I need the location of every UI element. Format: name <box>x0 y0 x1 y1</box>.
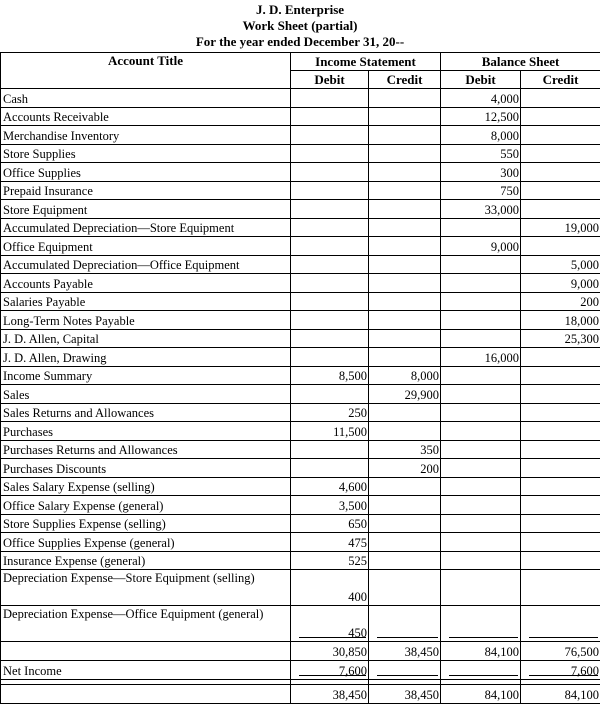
account-row <box>1 200 600 219</box>
account-title: Depreciation Expense—Office Equipment (general) <box>1 606 291 642</box>
account-title: Office Salary Expense (general) <box>1 496 291 515</box>
bs-credit-amount <box>521 459 600 478</box>
is-credit-amount <box>369 348 441 367</box>
is-debit-amount: 650 <box>291 514 369 533</box>
account-row <box>1 89 600 108</box>
bs-debit-amount <box>441 496 521 515</box>
bs-credit-amount: 19,000 <box>521 218 600 237</box>
is-debit-amount <box>291 329 369 348</box>
bs-debit-amount: 9,000 <box>441 237 521 256</box>
is-debit-amount <box>291 311 369 330</box>
bs-debit-amount: 4,000 <box>441 89 521 108</box>
account-title: Store Supplies <box>1 144 291 163</box>
is-credit-amount <box>369 606 441 642</box>
account-row <box>1 533 600 552</box>
is-debit-amount: 400 <box>291 570 369 606</box>
is-credit-amount: 200 <box>369 459 441 478</box>
is-credit-amount <box>369 237 441 256</box>
account-title: Accumulated Depreciation—Store Equipment <box>1 218 291 237</box>
net-income-bs-debit <box>441 661 521 680</box>
account-title: J. D. Allen, Drawing <box>1 348 291 367</box>
total-is-credit: 38,450 <box>369 685 441 704</box>
bs-credit-amount <box>521 144 600 163</box>
is-credit-amount <box>369 533 441 552</box>
total-bs-debit: 84,100 <box>441 685 521 704</box>
is-credit-amount <box>369 163 441 182</box>
bs-credit-header: Credit <box>521 71 600 89</box>
statement-name: Work Sheet (partial) <box>242 18 358 33</box>
is-credit-amount <box>369 144 441 163</box>
bs-debit-amount <box>441 366 521 385</box>
bs-debit-amount: 300 <box>441 163 521 182</box>
bs-debit-header: Debit <box>441 71 521 89</box>
is-debit-amount <box>291 255 369 274</box>
bs-credit-amount <box>521 126 600 145</box>
account-title: Income Summary <box>1 366 291 385</box>
bs-debit-amount <box>441 385 521 404</box>
account-title: Purchases Returns and Allowances <box>1 440 291 459</box>
is-credit-header: Credit <box>369 71 441 89</box>
account-title: Sales Salary Expense (selling) <box>1 477 291 496</box>
balance-sheet-header: Balance Sheet <box>441 53 600 71</box>
is-credit-amount <box>369 514 441 533</box>
is-credit-amount <box>369 403 441 422</box>
account-title: Cash <box>1 89 291 108</box>
is-debit-amount <box>291 218 369 237</box>
bs-credit-amount <box>521 570 600 606</box>
is-debit-amount <box>291 200 369 219</box>
is-credit-amount <box>369 107 441 126</box>
is-debit-amount: 4,600 <box>291 477 369 496</box>
account-row <box>1 366 600 385</box>
account-row <box>1 440 600 459</box>
is-credit-amount <box>369 551 441 570</box>
is-credit-amount <box>369 200 441 219</box>
account-title: Insurance Expense (general) <box>1 551 291 570</box>
bs-debit-amount <box>441 440 521 459</box>
account-row <box>1 126 600 145</box>
account-title: Merchandise Inventory <box>1 126 291 145</box>
account-title: J. D. Allen, Capital <box>1 329 291 348</box>
is-credit-amount <box>369 89 441 108</box>
account-row <box>1 570 600 606</box>
is-credit-amount <box>369 218 441 237</box>
bs-debit-amount: 550 <box>441 144 521 163</box>
bs-credit-amount <box>521 606 600 642</box>
bs-debit-amount: 12,500 <box>441 107 521 126</box>
account-row <box>1 551 600 570</box>
is-debit-amount: 3,500 <box>291 496 369 515</box>
bs-credit-amount <box>521 477 600 496</box>
is-credit-amount <box>369 570 441 606</box>
total-bs-credit: 84,100 <box>521 685 600 704</box>
total-row <box>1 685 600 704</box>
is-debit-amount <box>291 144 369 163</box>
is-debit-amount: 525 <box>291 551 369 570</box>
account-row <box>1 459 600 478</box>
bs-credit-amount: 9,000 <box>521 274 600 293</box>
bs-debit-amount <box>441 403 521 422</box>
is-debit-amount: 11,500 <box>291 422 369 441</box>
bs-credit-amount <box>521 551 600 570</box>
is-debit-amount <box>291 348 369 367</box>
net-income-bs-credit: 7,600 <box>521 661 600 680</box>
account-title: Purchases <box>1 422 291 441</box>
bs-credit-amount: 200 <box>521 292 600 311</box>
net-income-is-credit <box>369 661 441 680</box>
account-row <box>1 218 600 237</box>
bs-debit-amount <box>441 459 521 478</box>
account-title: Accumulated Depreciation—Office Equipment <box>1 255 291 274</box>
account-title-header: Account Title <box>1 53 291 89</box>
account-title: Store Equipment <box>1 200 291 219</box>
net-income-is-debit: 7,600 <box>291 661 369 680</box>
account-row <box>1 477 600 496</box>
is-debit-amount <box>291 440 369 459</box>
bs-credit-amount <box>521 163 600 182</box>
bs-credit-amount: 18,000 <box>521 311 600 330</box>
is-debit-amount: 475 <box>291 533 369 552</box>
bs-debit-amount: 33,000 <box>441 200 521 219</box>
bs-credit-amount <box>521 89 600 108</box>
account-row <box>1 348 600 367</box>
account-row <box>1 107 600 126</box>
account-row <box>1 514 600 533</box>
is-credit-amount <box>369 496 441 515</box>
bs-debit-amount: 750 <box>441 181 521 200</box>
is-credit-amount: 29,900 <box>369 385 441 404</box>
subtotal-label <box>1 642 291 661</box>
account-row <box>1 496 600 515</box>
is-debit-amount <box>291 181 369 200</box>
account-title: Salaries Payable <box>1 292 291 311</box>
bs-credit-amount <box>521 366 600 385</box>
bs-debit-amount <box>441 533 521 552</box>
bs-credit-amount <box>521 181 600 200</box>
bs-credit-amount <box>521 403 600 422</box>
account-row <box>1 181 600 200</box>
net-income-row <box>1 661 600 680</box>
company-name: J. D. Enterprise <box>255 2 345 17</box>
account-title: Accounts Receivable <box>1 107 291 126</box>
account-title: Accounts Payable <box>1 274 291 293</box>
account-row <box>1 311 600 330</box>
bs-debit-amount <box>441 570 521 606</box>
is-credit-amount <box>369 329 441 348</box>
account-title: Store Supplies Expense (selling) <box>1 514 291 533</box>
bs-credit-amount <box>521 385 600 404</box>
account-title: Purchases Discounts <box>1 459 291 478</box>
subtotal-bs-debit: 84,100 <box>441 642 521 661</box>
account-title: Office Supplies <box>1 163 291 182</box>
net-income-label: Net Income <box>1 661 291 680</box>
is-debit-amount <box>291 459 369 478</box>
account-row <box>1 403 600 422</box>
account-row <box>1 385 600 404</box>
bs-credit-amount <box>521 440 600 459</box>
bs-debit-amount <box>441 477 521 496</box>
is-credit-amount: 350 <box>369 440 441 459</box>
bs-debit-amount <box>441 292 521 311</box>
bs-debit-amount: 16,000 <box>441 348 521 367</box>
bs-credit-amount <box>521 348 600 367</box>
bs-debit-amount <box>441 514 521 533</box>
account-row <box>1 329 600 348</box>
is-credit-amount <box>369 274 441 293</box>
bs-credit-amount: 25,300 <box>521 329 600 348</box>
bs-debit-amount <box>441 311 521 330</box>
statement-period: For the year ended December 31, 20-- <box>195 34 405 49</box>
account-title: Depreciation Expense—Store Equipment (selling) <box>1 570 291 606</box>
is-debit-header: Debit <box>291 71 369 89</box>
is-debit-amount: 8,500 <box>291 366 369 385</box>
bs-debit-amount <box>441 255 521 274</box>
is-credit-amount <box>369 292 441 311</box>
subtotal-row <box>1 642 600 661</box>
bs-credit-amount: 5,000 <box>521 255 600 274</box>
account-row <box>1 255 600 274</box>
bs-credit-amount <box>521 422 600 441</box>
is-debit-amount <box>291 237 369 256</box>
subtotal-bs-credit: 76,500 <box>521 642 600 661</box>
account-row <box>1 606 600 642</box>
header-row-groups <box>1 53 600 71</box>
is-debit-amount <box>291 107 369 126</box>
income-statement-header: Income Statement <box>291 53 441 71</box>
bs-credit-amount <box>521 533 600 552</box>
bs-credit-amount <box>521 200 600 219</box>
bs-debit-amount <box>441 422 521 441</box>
account-title: Sales <box>1 385 291 404</box>
account-row <box>1 144 600 163</box>
is-debit-amount: 250 <box>291 403 369 422</box>
subtotal-is-debit: 30,850 <box>291 642 369 661</box>
is-debit-amount <box>291 89 369 108</box>
total-label <box>1 685 291 704</box>
account-title: Long-Term Notes Payable <box>1 311 291 330</box>
is-debit-amount <box>291 126 369 145</box>
account-row <box>1 237 600 256</box>
is-credit-amount: 8,000 <box>369 366 441 385</box>
account-title: Sales Returns and Allowances <box>1 403 291 422</box>
bs-credit-amount <box>521 107 600 126</box>
total-is-debit: 38,450 <box>291 685 369 704</box>
account-row <box>1 292 600 311</box>
account-row <box>1 274 600 293</box>
worksheet-table <box>0 52 600 704</box>
is-debit-amount <box>291 274 369 293</box>
is-credit-amount <box>369 126 441 145</box>
bs-debit-amount <box>441 329 521 348</box>
is-debit-amount <box>291 292 369 311</box>
is-credit-amount <box>369 311 441 330</box>
account-title: Office Equipment <box>1 237 291 256</box>
bs-debit-amount: 8,000 <box>441 126 521 145</box>
subtotal-is-credit: 38,450 <box>369 642 441 661</box>
is-debit-amount: 450 <box>291 606 369 642</box>
account-title: Office Supplies Expense (general) <box>1 533 291 552</box>
account-title: Prepaid Insurance <box>1 181 291 200</box>
is-credit-amount <box>369 181 441 200</box>
is-debit-amount <box>291 385 369 404</box>
is-credit-amount <box>369 422 441 441</box>
bs-debit-amount <box>441 606 521 642</box>
is-credit-amount <box>369 477 441 496</box>
bs-debit-amount <box>441 218 521 237</box>
account-row <box>1 422 600 441</box>
is-credit-amount <box>369 255 441 274</box>
bs-debit-amount <box>441 551 521 570</box>
bs-debit-amount <box>441 274 521 293</box>
bs-credit-amount <box>521 496 600 515</box>
account-row <box>1 163 600 182</box>
is-debit-amount <box>291 163 369 182</box>
bs-credit-amount <box>521 237 600 256</box>
bs-credit-amount <box>521 514 600 533</box>
